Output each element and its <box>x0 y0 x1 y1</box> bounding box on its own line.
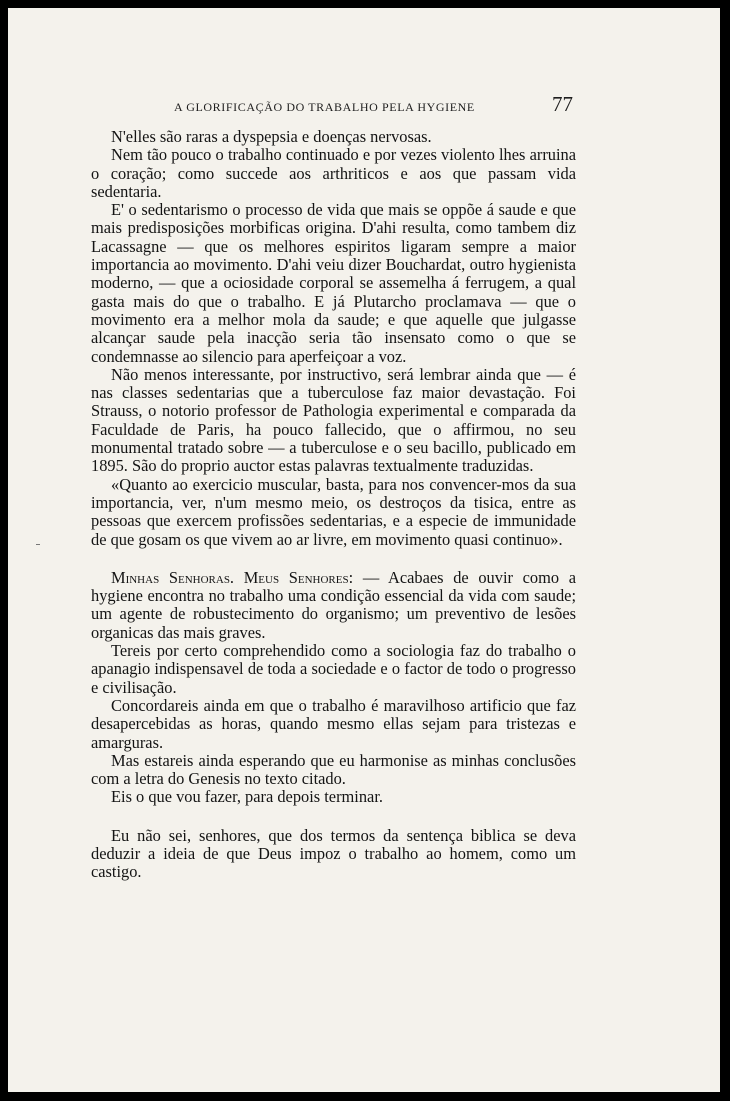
paragraph: E' o sedentarismo o processo de vida que mais se oppõe á saude e que mais predisposições morbificas origina. D'ahi resulta, como tambem diz Lacassagne — que os melhores espiritos ligaram sempre a maior importancia ao movimento. D'ahi veiu dizer Bouchardat, outro hygienista moderno, — que a ociosidade corporal se assemelha á ferrugem, a qual gasta mais do que o trabalho. E já Plutarcho proclamava — que o movimento era a melhor mola da saude; e que aquelle que julgasse alcançar saude pela inacção seria tão insensato como o que se condemnasse ao silencio para aperfeiçoar a voz. <box>91 200 576 366</box>
paragraph: Mas estareis ainda esperando que eu harmonise as minhas conclusões com a letra do Genesis no texto citado. <box>91 750 576 789</box>
paragraph: Concordareis ainda em que o trabalho é maravilhoso artificio que faz desapercebidas as horas, quando mesmo ellas sejam para tristezas e amarguras. <box>91 695 576 752</box>
paragraph: Eis o que vou fazer, para depois terminar. <box>111 787 383 807</box>
address-text: — Acabaes de ouvir como a hygiene encontra no trabalho uma condição essencial da vida com saude; um agente de robustecimento do organismo; um preventivo de lesões organicas das mais graves. <box>91 567 577 642</box>
address-paragraph <box>91 569 576 642</box>
page-number: 77 <box>552 92 573 116</box>
paragraph: Nem tão pouco o trabalho continuado e por vezes violento lhes arruina o coração; como succede aos arthriticos e aos que passam vida sedentaria. <box>91 145 576 201</box>
paragraph: N'elles são raras a dyspepsia e doenças nervosas. <box>111 127 432 146</box>
body-text <box>91 128 576 882</box>
margin-mark <box>36 544 40 545</box>
section-break <box>91 549 576 569</box>
paragraph: Não menos interessante, por instructivo, será lembrar ainda que — é nas classes sedentarias que a tuberculose faz maior devastação. Foi Strauss, o notorio professor de Pathologia experimental e comparada da Faculdade de Paris, ha pouco fallecido, que o affirmou, no seu monumental tratado sobre — a tuberculose e o seu bacillo, publicado em 1895. São do proprio auctor estas palavras textualmente traduzidas. <box>91 364 576 476</box>
section-break <box>91 807 576 827</box>
running-title: A GLORIFICAÇÃO DO TRABALHO PELA HYGIENE <box>174 100 475 114</box>
quote-paragraph: «Quanto ao exercicio muscular, basta, para nos convencer-mos da sua importancia, ver, n'um mesmo meio, os destroços da tisica, entre as pessoas que exercem profissões sedentarias, e a especie de immunidade de que gosam os que vivem ao ar livre, em movimento quasi continuo». <box>91 474 576 549</box>
salutation: Minhas Senhoras. Meus Senhores: <box>111 567 354 587</box>
final-paragraph: Eu não sei, senhores, que dos termos da sentença biblica se deva deduzir a ideia de que Deus impoz o trabalho ao homem, como um castigo. <box>91 825 576 882</box>
paragraph: Tereis por certo comprehendido como a sociologia faz do trabalho o apanagio indispensavel de toda a sociedade e o factor de todo o progresso e civilisação. <box>91 641 576 697</box>
running-head <box>8 92 720 122</box>
book-page <box>8 8 720 1092</box>
